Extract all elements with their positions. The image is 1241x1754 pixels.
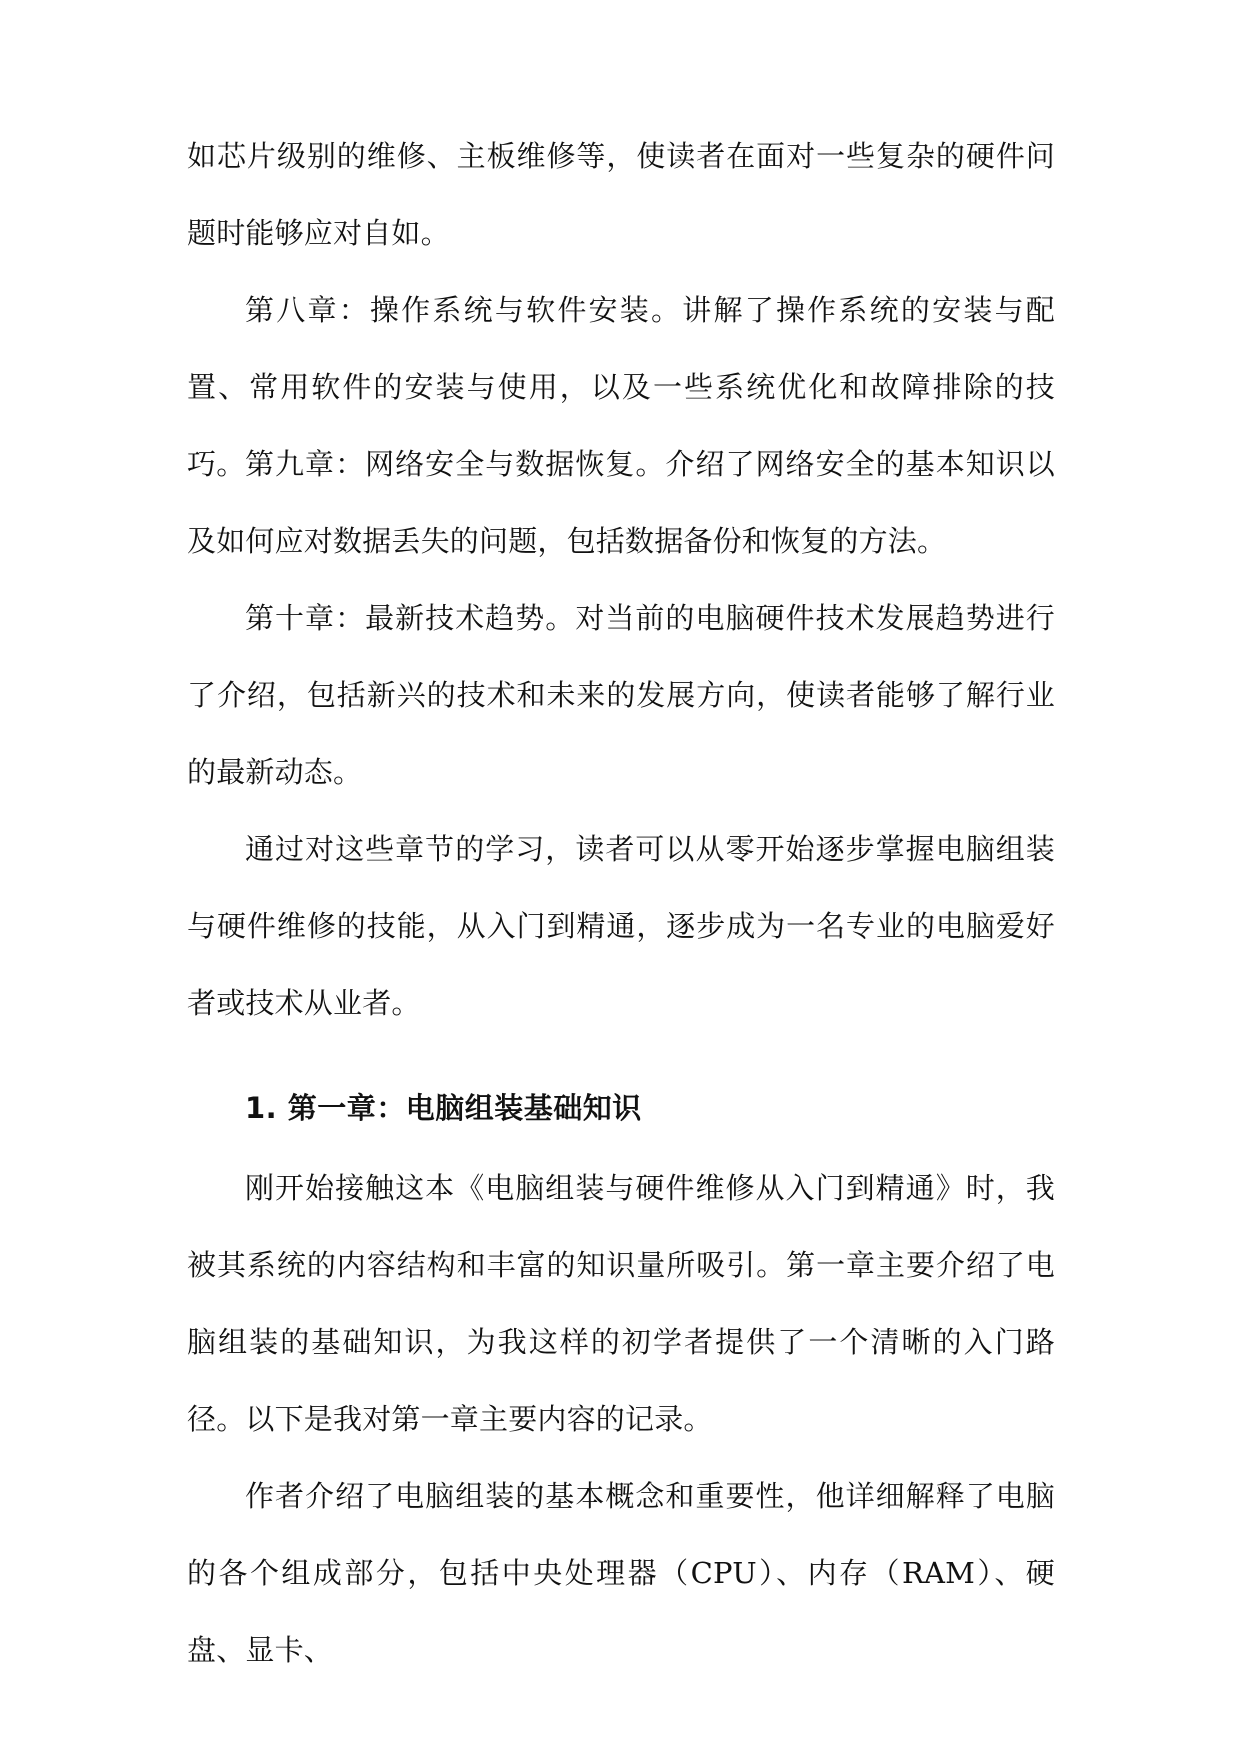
paragraph-first-impression: 刚开始接触这本《电脑组装与硬件维修从入门到精通》时，我被其系统的内容结构和丰富的知识量所吸引。第一章主要介绍了电脑组装的基础知识，为我这样的初学者提供了一个清晰的入门路径。以下是我对第一章主要内容的记录。 <box>187 1171 1055 1436</box>
paragraph-components: 作者介绍了电脑组装的基本概念和重要性，他详细解释了电脑的各个组成部分，包括中央处理器（CPU）、内存（RAM）、硬盘、显卡、 <box>187 1479 1055 1667</box>
paragraph-chapter-7-continuation: 如芯片级别的维修、主板维修等，使读者在面对一些复杂的硬件问题时能够应对自如。 <box>187 139 1055 250</box>
paragraph-chapter-8: 第八章：操作系统与软件安装。讲解了操作系统的安装与配置、常用软件的安装与使用，以及一些系统优化和故障排除的技巧。 <box>187 293 1055 481</box>
section-heading: 1. 第一章：电脑组装基础知识 <box>245 1091 642 1125</box>
paragraph-chapter-10: 第十章：最新技术趋势。对当前的电脑硬件技术发展趋势进行了介绍，包括新兴的技术和未来的发展方向，使读者能够了解行业的最新动态。 <box>187 601 1055 789</box>
paragraph-chapter-9: 第九章：网络安全与数据恢复。介绍了网络安全的基本知识以及如何应对数据丢失的问题，包括数据备份和恢复的方法。 <box>187 447 1055 558</box>
paragraph-summary: 通过对这些章节的学习，读者可以从零开始逐步掌握电脑组装与硬件维修的技能，从入门到精通，逐步成为一名专业的电脑爱好者或技术从业者。 <box>187 832 1055 1020</box>
